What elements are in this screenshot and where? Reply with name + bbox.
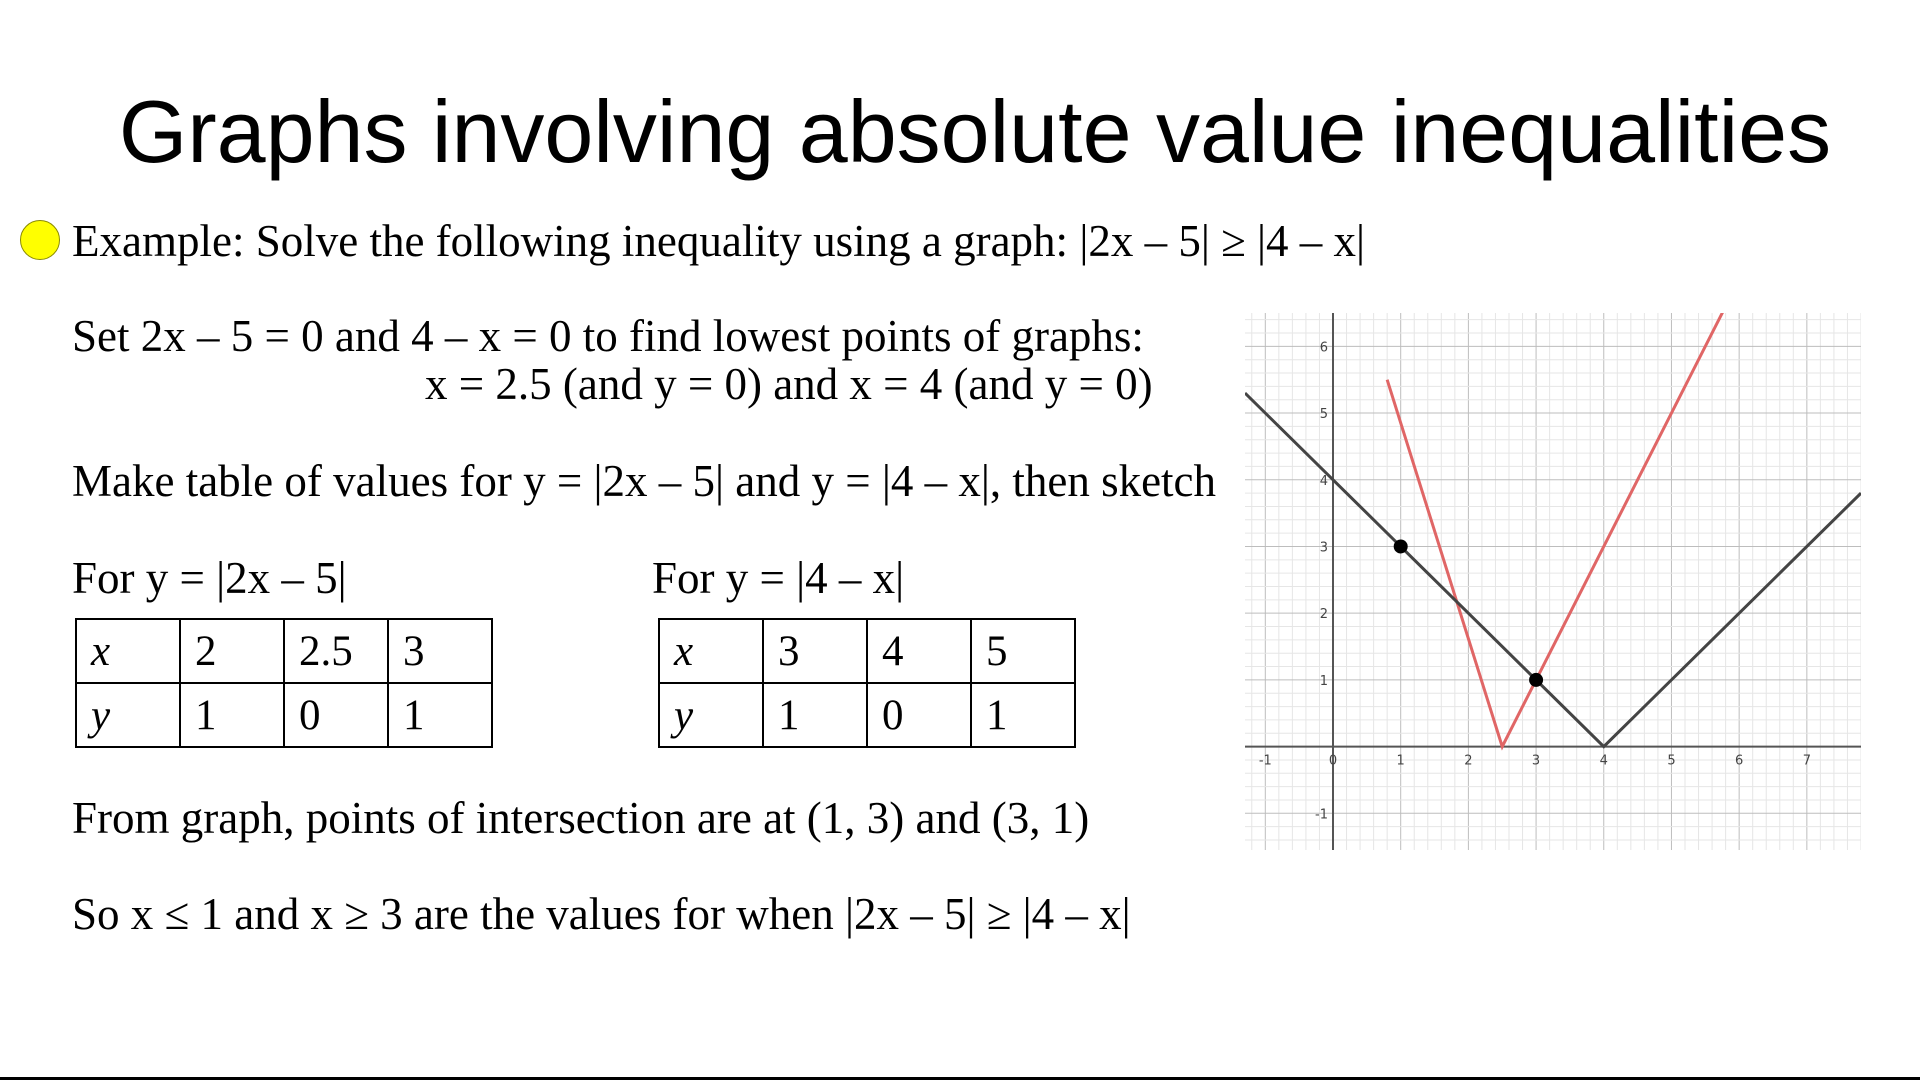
intersection-point bbox=[1394, 539, 1408, 553]
table1 bbox=[75, 618, 493, 748]
y-tick-label: 1 bbox=[1319, 673, 1328, 689]
table-cell: y bbox=[659, 683, 763, 747]
step1-line1: Set 2x – 5 = 0 and 4 – x = 0 to find lowest points of graphs: bbox=[72, 311, 1144, 361]
table-row bbox=[659, 619, 1075, 683]
table-row bbox=[76, 619, 492, 683]
table-row bbox=[659, 683, 1075, 747]
table-row bbox=[76, 683, 492, 747]
x-tick-label: 3 bbox=[1531, 753, 1541, 769]
x-tick-label: 1 bbox=[1396, 753, 1405, 769]
table2-heading: For y = |4 – x| bbox=[652, 553, 905, 603]
x-tick-label: 2 bbox=[1464, 753, 1473, 769]
x-tick-label: 7 bbox=[1802, 753, 1811, 769]
table1-heading: For y = |2x – 5| bbox=[72, 553, 347, 603]
table-cell: 2 bbox=[180, 619, 284, 683]
x-tick-label: -1 bbox=[1258, 753, 1272, 769]
table-cell: y bbox=[76, 683, 180, 747]
x-tick-label: 6 bbox=[1735, 753, 1744, 769]
example-text: Example: Solve the following inequality using a graph: |2x – 5| ≥ |4 – x| bbox=[72, 216, 1366, 266]
y-tick-label: 6 bbox=[1319, 340, 1328, 356]
x-tick-label: 5 bbox=[1667, 753, 1676, 769]
table2 bbox=[658, 618, 1076, 748]
step1-line2: x = 2.5 (and y = 0) and x = 4 (and y = 0) bbox=[425, 359, 1153, 409]
table-cell: 1 bbox=[180, 683, 284, 747]
bullet-circle-icon bbox=[20, 220, 60, 260]
table-cell: 1 bbox=[763, 683, 867, 747]
x-tick-label: 4 bbox=[1599, 753, 1608, 769]
table-cell: 1 bbox=[971, 683, 1075, 747]
table-cell: x bbox=[659, 619, 763, 683]
table-cell: 0 bbox=[867, 683, 971, 747]
table-cell: 3 bbox=[763, 619, 867, 683]
table-cell: x bbox=[76, 619, 180, 683]
y-tick-label: 2 bbox=[1319, 607, 1328, 623]
table-cell: 4 bbox=[867, 619, 971, 683]
table-cell: 1 bbox=[388, 683, 492, 747]
step2-text: Make table of values for y = |2x – 5| and y = |4 – x|, then sketch bbox=[72, 456, 1217, 506]
conclusion-intersections: From graph, points of intersection are at (1, 3) and (3, 1) bbox=[72, 793, 1090, 843]
y-tick-label: -1 bbox=[1315, 807, 1328, 823]
x-tick-label: 0 bbox=[1328, 753, 1338, 769]
y-tick-label: 4 bbox=[1319, 473, 1328, 489]
table-cell: 2.5 bbox=[284, 619, 388, 683]
y-tick-label: 3 bbox=[1319, 540, 1328, 556]
table-cell: 0 bbox=[284, 683, 388, 747]
table-cell: 5 bbox=[971, 619, 1075, 683]
slide-title: Graphs involving absolute value inequalities bbox=[118, 82, 1832, 181]
y-tick-label: 5 bbox=[1319, 407, 1328, 423]
intersection-point bbox=[1529, 673, 1543, 687]
absolute-value-graph bbox=[1245, 313, 1861, 850]
table-cell: 3 bbox=[388, 619, 492, 683]
conclusion-solution: So x ≤ 1 and x ≥ 3 are the values for when |2x – 5| ≥ |4 – x| bbox=[72, 889, 1131, 939]
